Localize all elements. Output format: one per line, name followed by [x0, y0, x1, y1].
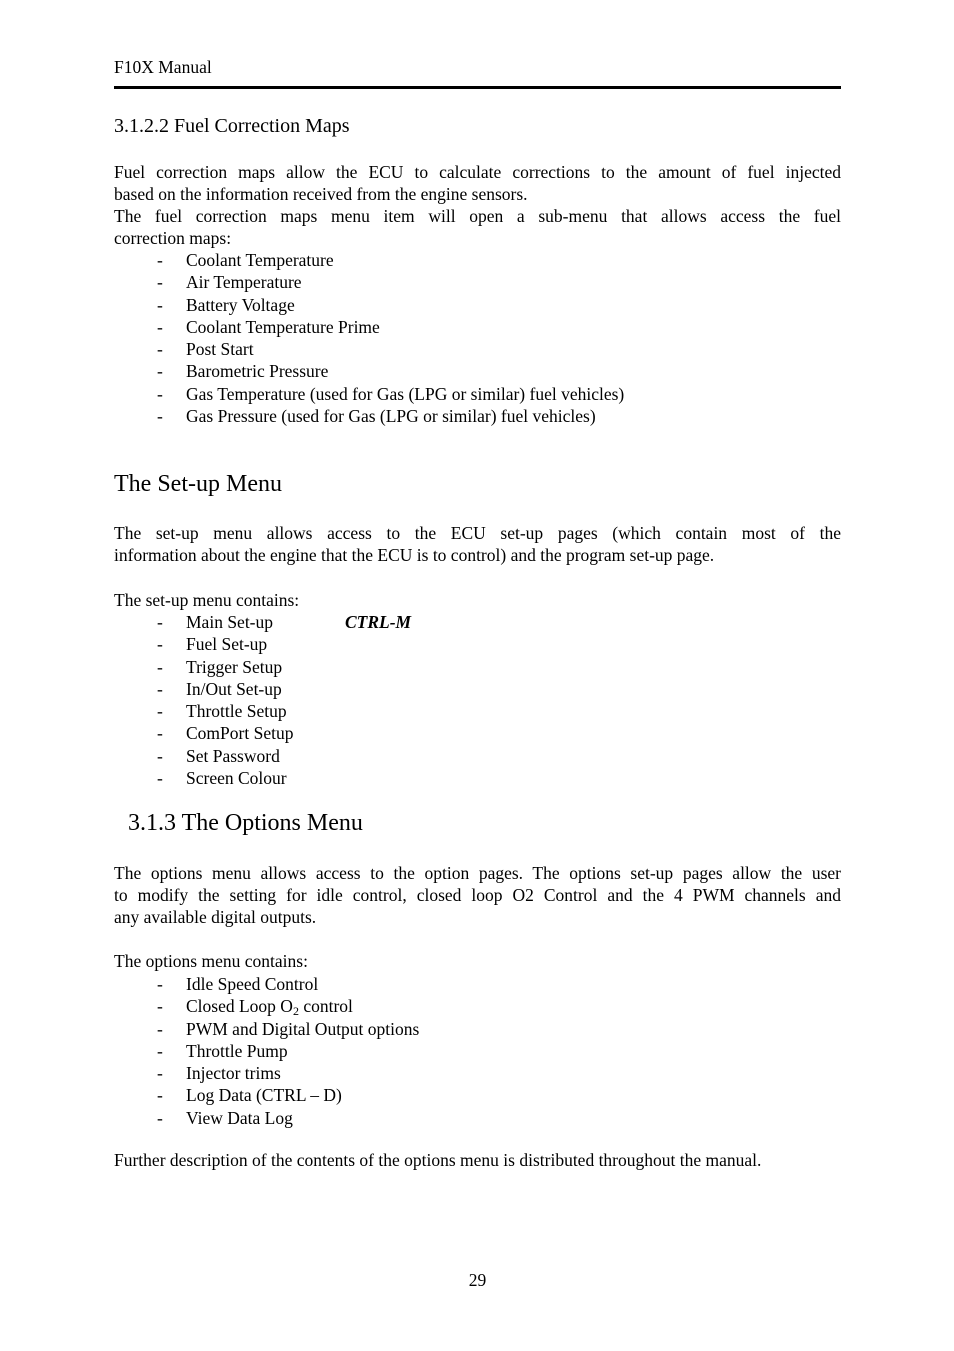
list-item-label: Screen Colour [186, 768, 287, 789]
list-item-label: Battery Voltage [186, 294, 295, 315]
list-dash: - [157, 361, 163, 382]
paragraph-line: Fuel correction maps allow the ECU to calculate corrections to the amount of fuel injected [114, 162, 841, 182]
list-item [114, 1107, 841, 1129]
list-item-label: Log Data (CTRL – D) [186, 1085, 342, 1106]
list-dash: - [157, 316, 163, 337]
paragraph-line: based on the information received from the engine sensors. [114, 184, 528, 204]
list-dash: - [157, 996, 163, 1017]
list-dash: - [157, 678, 163, 699]
paragraph-line: The fuel correction maps menu item will open a sub-menu that allows access the fuel [114, 206, 841, 226]
list-dash: - [157, 1040, 163, 1061]
list-item [114, 678, 841, 700]
list-dash: - [157, 745, 163, 766]
list-dash: - [157, 656, 163, 677]
list-dash: - [157, 250, 163, 270]
subscript-2: 2 [292, 1004, 299, 1019]
list-item [114, 316, 841, 338]
list-item-label: Post Start [186, 339, 254, 360]
options-list-intro: The options menu contains: [114, 951, 308, 971]
setup-menu-list [114, 611, 841, 789]
paragraph-line: The set-up menu allows access to the ECU set-up pages (which contain most of the [114, 523, 841, 543]
list-item-label: ComPort Setup [186, 723, 294, 744]
closed-loop-suffix: control [298, 996, 353, 1017]
list-dash: - [157, 974, 163, 994]
heading-options-menu: 3.1.3 The Options Menu [128, 810, 363, 836]
list-dash: - [157, 1085, 163, 1106]
list-item-label: Gas Temperature (used for Gas (LPG or similar) fuel vehicles) [186, 383, 625, 404]
list-dash: - [157, 1107, 163, 1128]
list-item-label: Fuel Set-up [186, 634, 268, 655]
list-item [114, 767, 841, 789]
fuel-maps-list [114, 249, 841, 427]
list-item [114, 1018, 841, 1040]
paragraph-line: The options menu allows access to the option pages. The options set-up pages allow the user [114, 863, 841, 883]
list-dash: - [157, 768, 163, 789]
list-dash: - [157, 272, 163, 293]
list-item [114, 745, 841, 767]
list-item [114, 294, 841, 316]
list-item [114, 1062, 841, 1084]
list-item [114, 656, 841, 678]
list-item [114, 271, 841, 293]
list-item-label: Trigger Setup [186, 656, 283, 677]
list-item-label: Throttle Pump [186, 1040, 288, 1061]
keyboard-shortcut: CTRL-M [345, 612, 412, 632]
list-item [114, 249, 841, 271]
setup-list-intro: The set-up menu contains: [114, 590, 300, 610]
options-menu-list [114, 973, 841, 1129]
paragraph-line: correction maps: [114, 228, 232, 248]
list-item [114, 1040, 841, 1062]
list-item [114, 611, 841, 633]
list-item [114, 383, 841, 405]
paragraph-line: to modify the setting for idle control, closed loop O2 Control and the 4 PWM channels and [114, 885, 841, 905]
list-item-label: Idle Speed Control [186, 974, 319, 994]
list-item-label [186, 995, 353, 1017]
heading-fuel-correction-maps: 3.1.2.2 Fuel Correction Maps [114, 115, 350, 137]
list-item-label: Coolant Temperature [186, 250, 334, 270]
paragraph-line: information about the engine that the ECU is to control) and the program set-up page. [114, 545, 715, 565]
list-dash: - [157, 612, 163, 632]
list-dash: - [157, 383, 163, 404]
list-item [114, 722, 841, 744]
list-item-label: Barometric Pressure [186, 361, 329, 382]
paragraph-line: any available digital outputs. [114, 907, 317, 927]
list-dash: - [157, 294, 163, 315]
list-item-label: Injector trims [186, 1063, 281, 1084]
list-item [114, 995, 841, 1017]
list-dash: - [157, 1018, 163, 1039]
list-dash: - [157, 634, 163, 655]
options-closing-paragraph: Further description of the contents of the options menu is distributed throughout the manual. [114, 1150, 762, 1170]
list-item-label: Coolant Temperature Prime [186, 316, 380, 337]
list-item-label: Set Password [186, 745, 280, 766]
list-item [114, 338, 841, 360]
list-item [114, 633, 841, 655]
list-dash: - [157, 723, 163, 744]
list-item-label: View Data Log [186, 1107, 293, 1128]
paragraph-options-intro [114, 862, 841, 928]
list-item-label: Gas Pressure (used for Gas (LPG or similar) fuel vehicles) [186, 406, 596, 427]
heading-setup-menu: The Set-up Menu [114, 471, 282, 497]
list-item-label: PWM and Digital Output options [186, 1018, 420, 1039]
list-item-label: Main Set-up [186, 612, 274, 632]
page-number: 29 [468, 1270, 487, 1290]
paragraph-fuel-maps-intro [114, 161, 841, 249]
list-dash: - [157, 406, 163, 427]
list-dash: - [157, 701, 163, 722]
list-item [114, 1084, 841, 1106]
header-rule [114, 86, 841, 89]
list-item [114, 360, 841, 382]
closed-loop-prefix: Closed Loop O [186, 996, 293, 1017]
paragraph-setup-intro [114, 522, 841, 566]
running-header: F10X Manual [114, 57, 212, 77]
list-dash: - [157, 339, 163, 360]
list-item-label: Throttle Setup [186, 701, 287, 722]
list-item [114, 973, 841, 995]
list-item-label: Air Temperature [186, 272, 302, 293]
list-item [114, 405, 841, 427]
list-dash: - [157, 1063, 163, 1084]
list-item [114, 700, 841, 722]
list-item-label: In/Out Set-up [186, 678, 282, 699]
